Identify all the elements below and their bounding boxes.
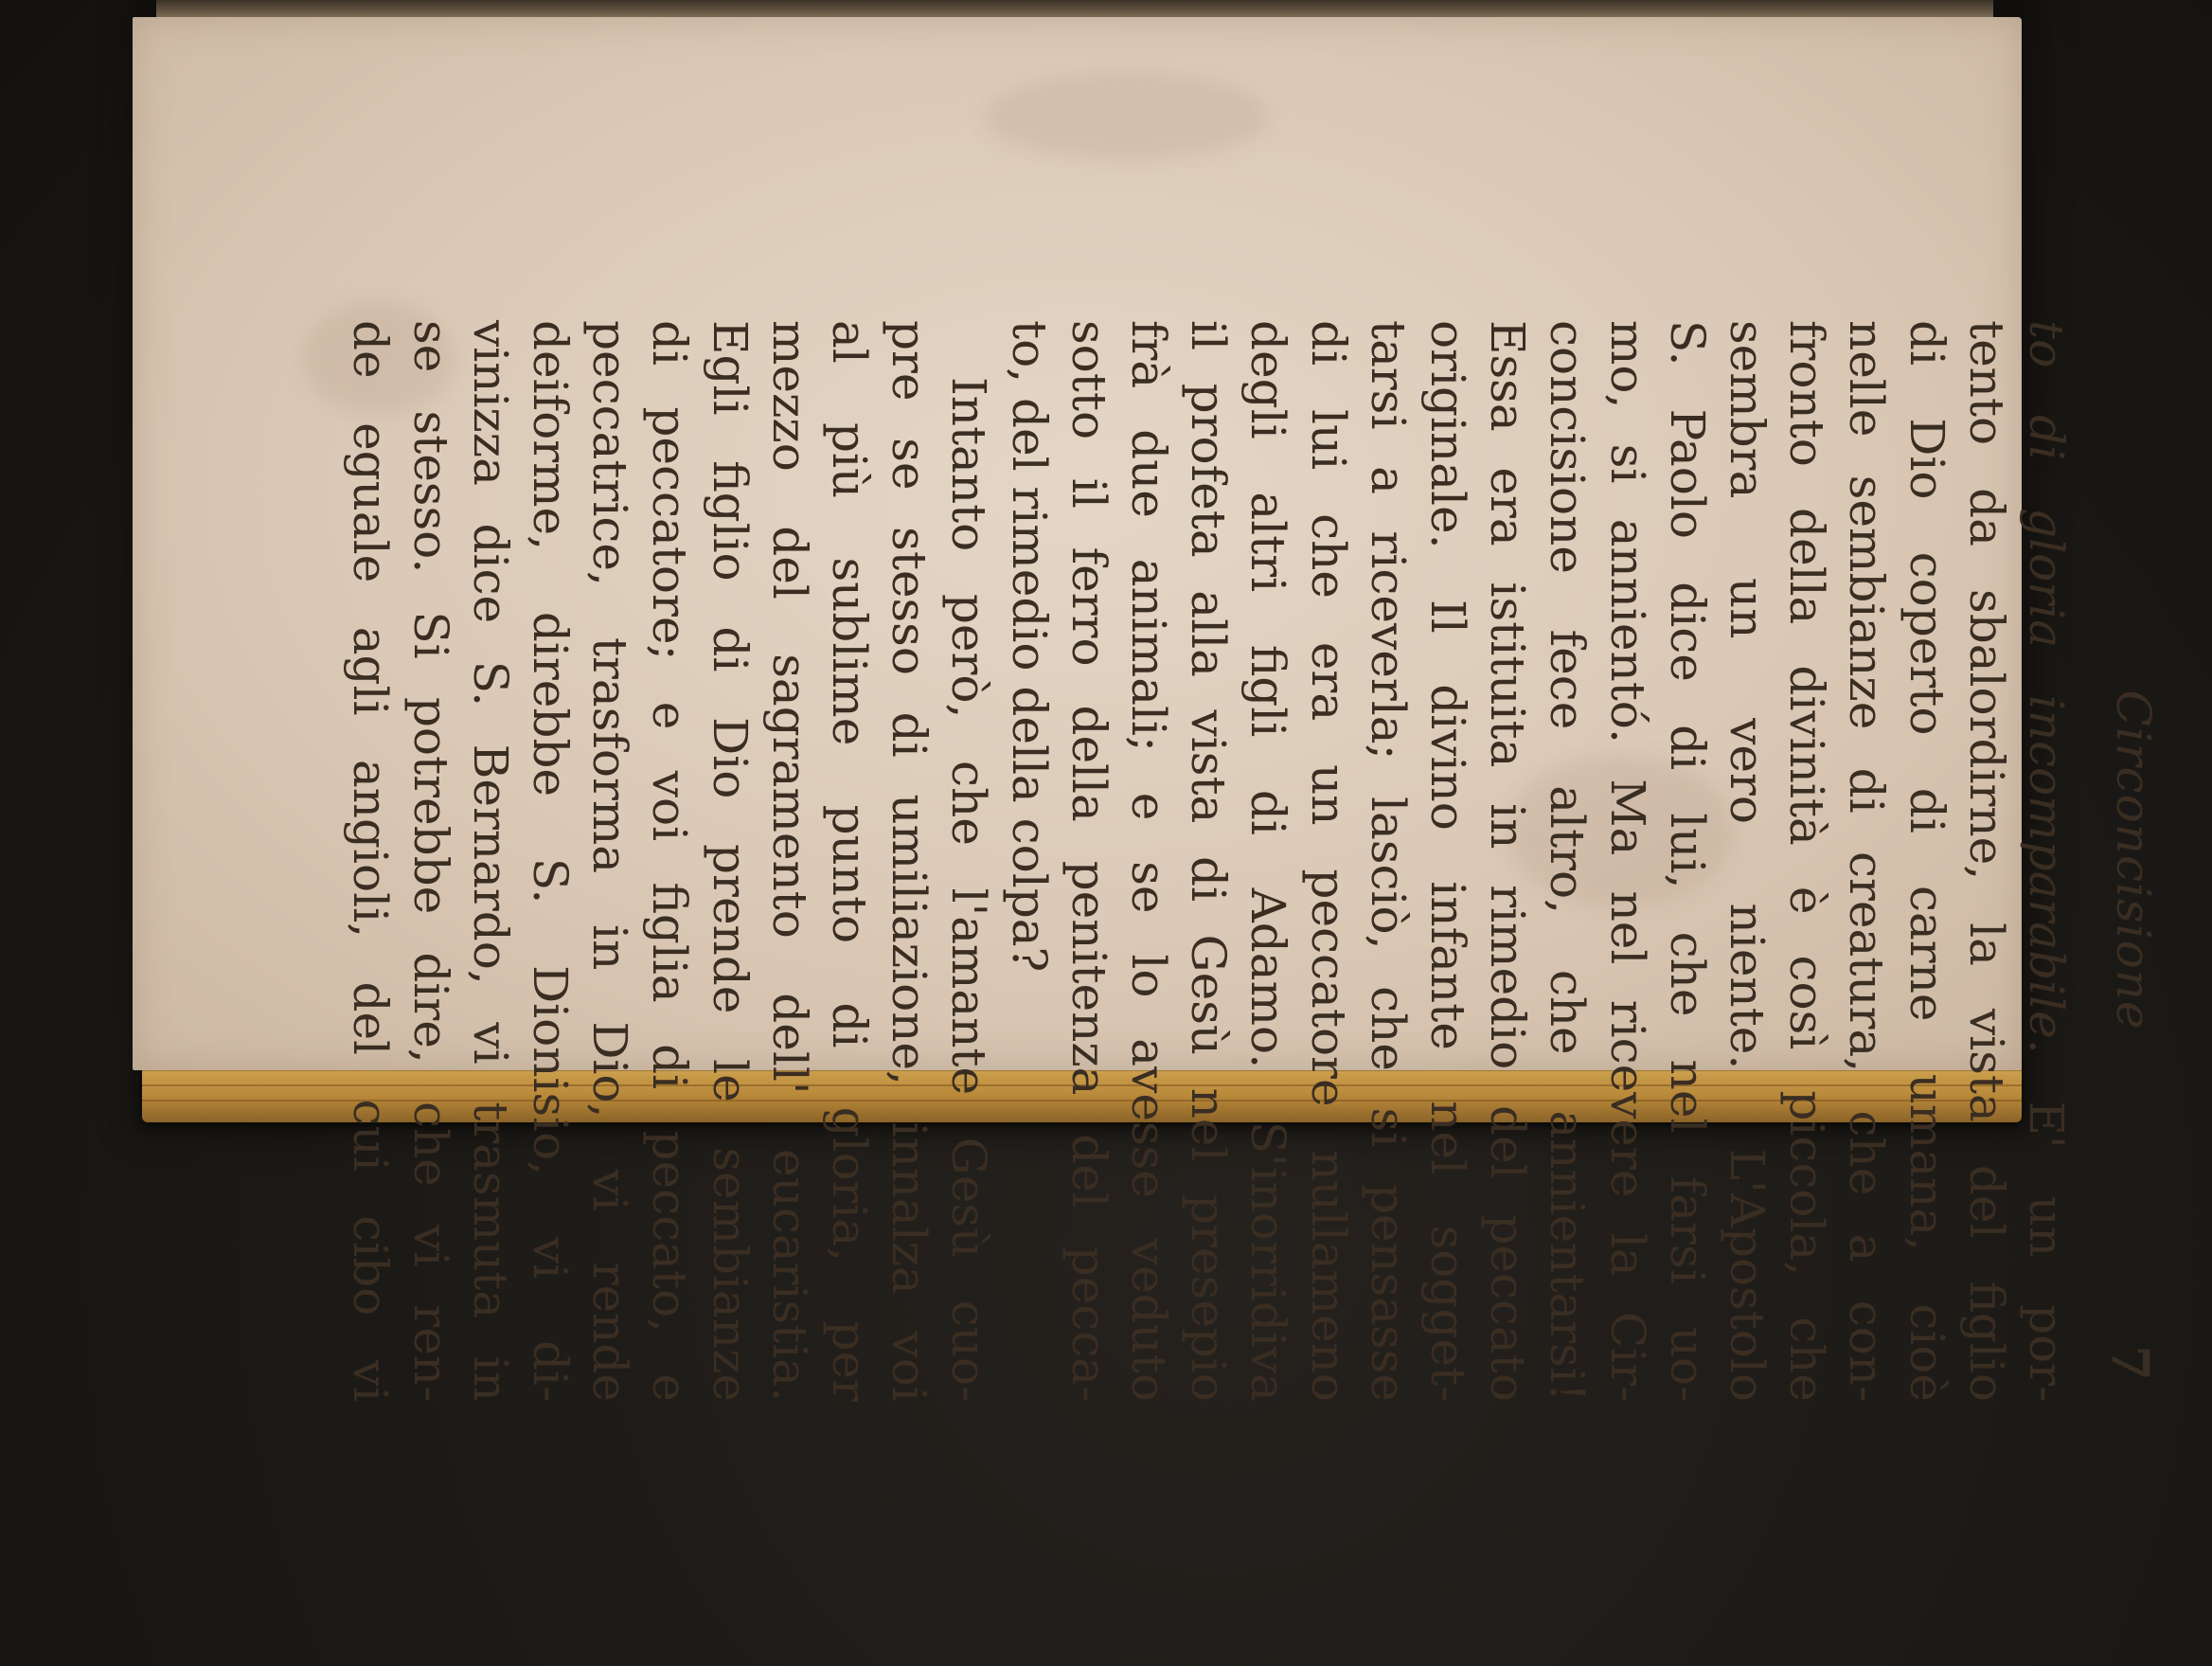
rotated-text-block — [343, 301, 2178, 1419]
text-line: vinizza dice S. Bernardo, vi trasmuta in — [462, 320, 518, 1402]
text-line: se stesso. Si potrebbe dire, che vi ren- — [402, 320, 458, 1402]
text-fragment: . E' un por- — [2019, 1038, 2074, 1402]
text-line: Essa era istituita in rimedio del peccato — [1480, 320, 1536, 1402]
text-line: al più sublime punto di gloria, per — [821, 320, 877, 1402]
text-line: concisione fece altro, che annientarsi! — [1540, 320, 1596, 1402]
page-number: 7 — [2100, 1345, 2161, 1381]
text-line: degli altri figli di Adamo. S'inorridiva — [1240, 320, 1296, 1402]
text-line: originale. Il divino infante nel sogget- — [1419, 320, 1475, 1402]
text-line: sotto il ferro della penitenza del pecca- — [1061, 320, 1116, 1402]
text-line: nelle sembianze di creatura, che a con- — [1839, 320, 1895, 1402]
text-line: tento da sbalordirne, la vista del figlio — [1958, 320, 2014, 1402]
text-line: pre se stesso di umiliazione, innalza voi — [882, 320, 937, 1402]
italic-phrase: to di gloria incomparabile — [2019, 320, 2074, 1039]
running-head-title: Circoncisione — [2106, 690, 2161, 1030]
running-head — [2076, 301, 2161, 1419]
text-line: di lui che era un peccatore nullameno — [1300, 320, 1356, 1402]
text-line: S. Paolo dice di lui, che nel farsi uo- — [1659, 320, 1715, 1402]
text-line: deiforme, direbbe S. Dionisio, vi di- — [522, 320, 578, 1402]
text-line: frà due animali; e se lo avesse veduto — [1120, 320, 1176, 1402]
text-line: di Dio coperto di carne umana, cioè — [1899, 320, 1954, 1402]
text-line: il profeta alla vista di Gesù nel presepio — [1181, 320, 1237, 1402]
text-line: Egli figlio di Dio prende le sembianze — [702, 320, 758, 1402]
text-line: tarsi a riceverla; lasciò, che si pensasse — [1360, 320, 1416, 1402]
book-page — [133, 17, 2161, 1402]
text-line: Intanto però, che l'amante Gesù cuo- — [941, 377, 997, 1402]
text-line — [2016, 320, 2076, 1402]
body-text — [340, 301, 2076, 1419]
text-line: mezzo del sagramento dell' eucaristia. — [761, 320, 817, 1402]
text-line: sembra un vero niente. L'Apostolo — [1719, 320, 1775, 1402]
text-line: fronto della divinità è così piccola, che — [1779, 320, 1835, 1402]
text-line: peccatrice, trasforma in Dio, vi rende — [582, 320, 638, 1402]
text-line: di peccatore; e voi figlia di peccato, e — [642, 320, 698, 1402]
text-line: mo, si annientó. Ma nel ricevere la Cir- — [1599, 320, 1655, 1402]
text-line: to, del rimedio della colpa? — [1001, 320, 1057, 973]
text-line: de eguale agli angioli, del cui cibo vi — [343, 320, 399, 1402]
